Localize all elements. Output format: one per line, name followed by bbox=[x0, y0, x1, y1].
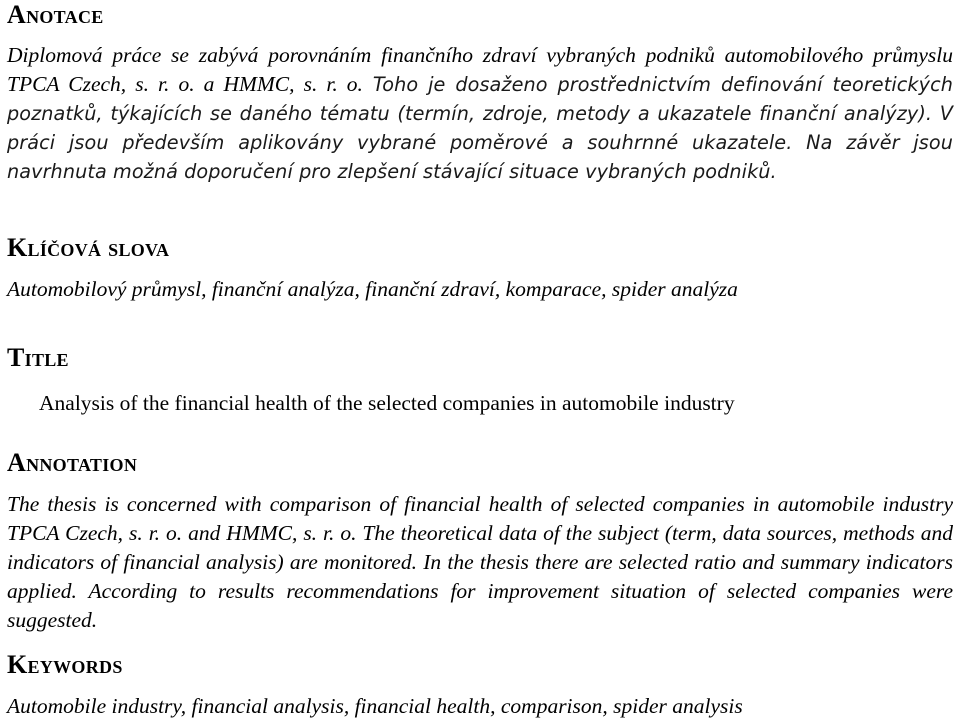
annotation-heading: Annotation bbox=[7, 448, 138, 477]
klicova-slova-heading: Klíčová slova bbox=[7, 233, 170, 262]
anotace-text-serif: Diplomová práce se zabývá porovnáním finančního zdraví vybraných podniků automobilového průmyslu TPCA Czech, s. r. o. a HMMC, s. r. o. bbox=[7, 43, 953, 96]
keywords-heading: Keywords bbox=[7, 650, 123, 679]
klicova-slova-text: Automobilový průmysl, finanční analýza, finanční zdraví, komparace, spider analýza bbox=[7, 277, 738, 301]
anotace-text-sans: Toho je dosaženo prostřednictvím definování teoretických poznatků, týkajících se daného tématu (termín, zdroje, metody a ukazatele finanční analýzy). V práci jsou především aplikovány vybrané poměrové a souhrnné ukazatele. Na závěr jsou navrhnuta možná doporučení pro zlepšení stávající situace vybraných podniků. bbox=[7, 73, 953, 183]
title-text: Analysis of the financial health of the selected companies in automobile industry bbox=[39, 391, 735, 415]
keywords-text: Automobile industry, financial analysis, financial health, comparison, spider analysis bbox=[7, 694, 743, 718]
anotace-paragraph bbox=[7, 41, 953, 186]
title-heading: Title bbox=[7, 343, 69, 372]
anotace-heading: Anotace bbox=[7, 0, 104, 29]
annotation-paragraph: The thesis is concerned with comparison of financial health of selected companies in automobile industry TPCA Czech, s. r. o. and HMMC, s. r. o. The theoretical data of the subject (term, data sources, methods and indicators of financial analysis) are monitored. In the thesis there are selected ratio and summary indicators applied. According to results recommendations for improvement situation of selected companies were suggested. bbox=[7, 492, 953, 632]
